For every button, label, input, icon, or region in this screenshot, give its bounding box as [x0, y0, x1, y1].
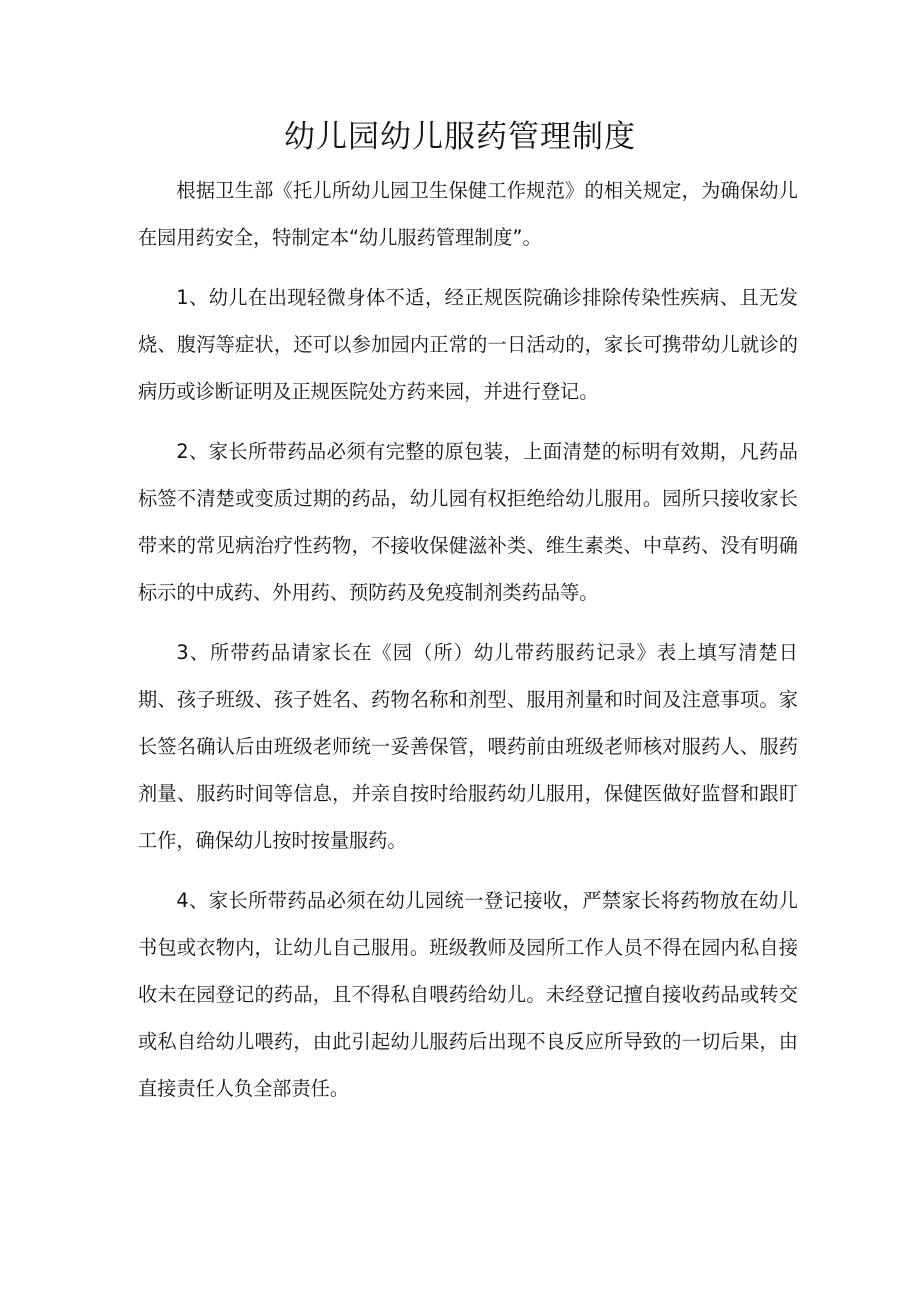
rule-paragraph-1: 1、幼儿在出现轻微身体不适，经正规医院确诊排除传染性疾病、且无发烧、腹泻等症状，还可以参加园内正常的一日活动的，家长可携带幼儿就诊的病历或诊断证明及正规医院处方药来园，并进行登记。 [138, 286, 798, 403]
document-body [138, 167, 798, 1125]
rule-paragraph-2: 2、家长所带药品必须有完整的原包装，上面清楚的标明有效期，凡药品标签不清楚或变质过期的药品，幼儿园有权拒绝给幼儿服用。园所只接收家长带来的常见病治疗性药物，不接收保健滋补类、维生素类、中草药、没有明确标示的中成药、外用药、预防药及免疫制剂类药品等。 [138, 440, 798, 604]
document-title: 幼儿园幼儿服药管理制度 [284, 119, 636, 155]
rule-paragraph-3: 3、所带药品请家长在《园（所）幼儿带药服药记录》表上填写清楚日期、孩子班级、孩子姓名、药物名称和剂型、服用剂量和时间及注意事项。家长签名确认后由班级老师统一妥善保管，喂药前由班级老师核对服药人、服药剂量、服药时间等信息，并亲自按时给服药幼儿服用，保健医做好监督和跟盯工作，确保幼儿按时按量服药。 [138, 641, 798, 852]
rule-paragraph-4: 4、家长所带药品必须在幼儿园统一登记接收，严禁家长将药物放在幼儿书包或衣物内，让幼儿自己服用。班级教师及园所工作人员不得在园内私自接收未在园登记的药品，且不得私自喂药给幼儿。未经登记擅自接收药品或转交或私自给幼儿喂药，由此引起幼儿服药后出现不良反应所导致的一切后果，由直接责任人负全部责任。 [138, 889, 798, 1100]
intro-paragraph: 根据卫生部《托儿所幼儿园卫生保健工作规范》的相关规定，为确保幼儿在园用药安全，特制定本“幼儿服药管理制度”。 [138, 179, 798, 249]
